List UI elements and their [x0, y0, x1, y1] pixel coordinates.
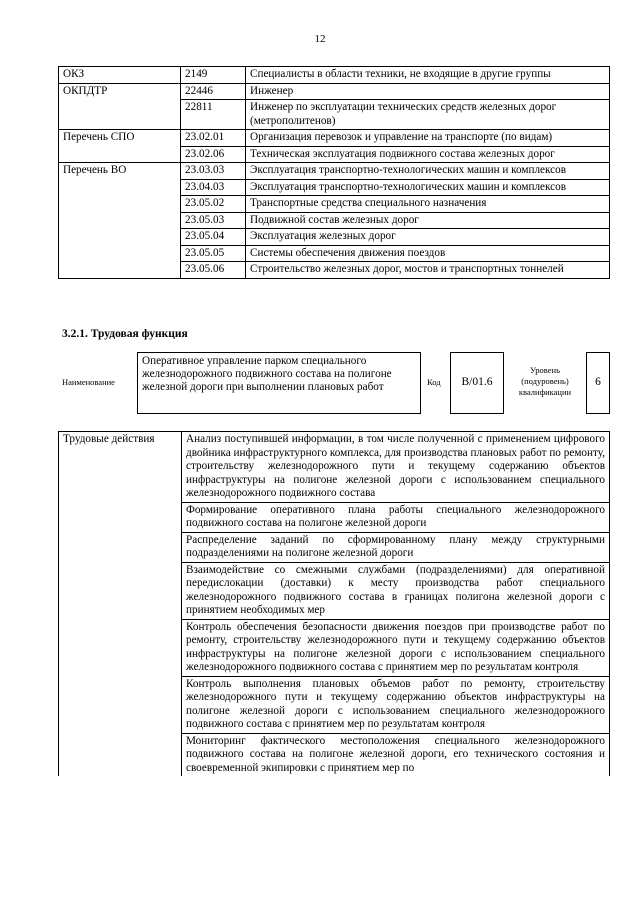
class-name: Строительство железных дорог, мостов и транспортных тоннелей: [246, 262, 610, 279]
table-row: [59, 130, 610, 147]
class-label: Перечень СПО: [59, 130, 181, 163]
class-code: 22811: [181, 100, 246, 130]
action-item: Анализ поступившей информации, в том числе полученной с применением цифрового двойника инфраструктурного комплекса, для производства плановых работ по ремонту, строительству железнодорожного пути и текущему содержанию объектов инфраструктуры на полигоне железной дороги с использованием специального железнодорожного подвижного состава: [182, 432, 610, 503]
class-name: Инженер по эксплуатации технических средств железных дорог (метрополитенов): [246, 100, 610, 130]
class-name: Инженер: [246, 83, 610, 100]
action-item: Распределение заданий по сформированному плану между структурными подразделениями на полигоне железной дороги: [182, 532, 610, 562]
table-row: [59, 163, 610, 180]
class-code: 23.03.03: [181, 163, 246, 180]
level-label-line: (подуровень): [521, 376, 569, 386]
class-name: Техническая эксплуатация подвижного состава железных дорог: [246, 146, 610, 163]
table-row: [59, 83, 610, 100]
class-code: 23.05.06: [181, 262, 246, 279]
actions-label: Трудовые действия: [59, 432, 182, 777]
classification-table: [58, 66, 610, 279]
function-code: B/01.6: [450, 352, 504, 414]
class-code: 23.02.06: [181, 146, 246, 163]
class-name: Транспортные средства специального назначения: [246, 196, 610, 213]
action-item: Контроль выполнения плановых объемов работ по ремонту, строительству железнодорожного пути и текущему содержанию объектов инфраструктуры на полигоне железной дороги с использованием специального железнодорожного подвижного состава с принятием мер по результатам контроля: [182, 676, 610, 733]
class-code: 23.05.04: [181, 229, 246, 246]
class-code: 23.05.05: [181, 245, 246, 262]
class-name: Эксплуатация транспортно-технологических машин и комплексов: [246, 179, 610, 196]
level-label: [508, 365, 582, 398]
class-label: ОКПДТР: [59, 83, 181, 130]
class-code: 23.05.03: [181, 212, 246, 229]
page-number: 12: [314, 33, 326, 45]
class-code: 2149: [181, 67, 246, 84]
function-name: Оперативное управление парком специального железнодорожного подвижного состава на полигоне железной дороги при выполнении плановых работ: [137, 352, 421, 414]
class-code: 23.05.02: [181, 196, 246, 213]
section-title: 3.2.1. Трудовая функция: [62, 328, 188, 340]
action-item: Взаимодействие со смежными службами (подразделениями) для оперативной передислокации (доставки) к месту производства работ специального железнодорожного подвижного состава в границах полигона железной дороги с принятием необходимых мер: [182, 562, 610, 619]
action-item: Формирование оперативного плана работы специального железнодорожного подвижного состава на полигоне железной дороги: [182, 502, 610, 532]
class-label: ОКЗ: [59, 67, 181, 84]
level-label-line: квалификации: [518, 387, 572, 397]
class-code: 22446: [181, 83, 246, 100]
action-item: Контроль обеспечения безопасности движения поездов при производстве работ по ремонту, строительству железнодорожного пути и текущему содержанию объектов инфраструктуры на полигоне железной дороги с использованием специального железнодорожного подвижного состава с принятием мер по результатам контроля: [182, 619, 610, 676]
table-row: [59, 432, 610, 503]
class-code: 23.04.03: [181, 179, 246, 196]
class-name: Подвижной состав железных дорог: [246, 212, 610, 229]
level-label-line: Уровень: [530, 365, 560, 375]
class-name: Организация перевозок и управление на транспорте (по видам): [246, 130, 610, 147]
class-name: Специалисты в области техники, не входящие в другие группы: [246, 67, 610, 84]
code-label: Код: [427, 377, 441, 387]
class-name: Эксплуатация транспортно-технологических машин и комплексов: [246, 163, 610, 180]
class-name: Системы обеспечения движения поездов: [246, 245, 610, 262]
table-row: [59, 67, 610, 84]
name-label: Наименование: [62, 377, 115, 387]
action-item: Мониторинг фактического местоположения специального железнодорожного подвижного состава на полигоне железной дороги, его технического состояния и своевременной экипировки с принятием мер по: [182, 733, 610, 776]
actions-table: [58, 431, 610, 776]
class-name: Эксплуатация железных дорог: [246, 229, 610, 246]
class-label: Перечень ВО: [59, 163, 181, 279]
class-code: 23.02.01: [181, 130, 246, 147]
function-level: 6: [586, 352, 610, 414]
